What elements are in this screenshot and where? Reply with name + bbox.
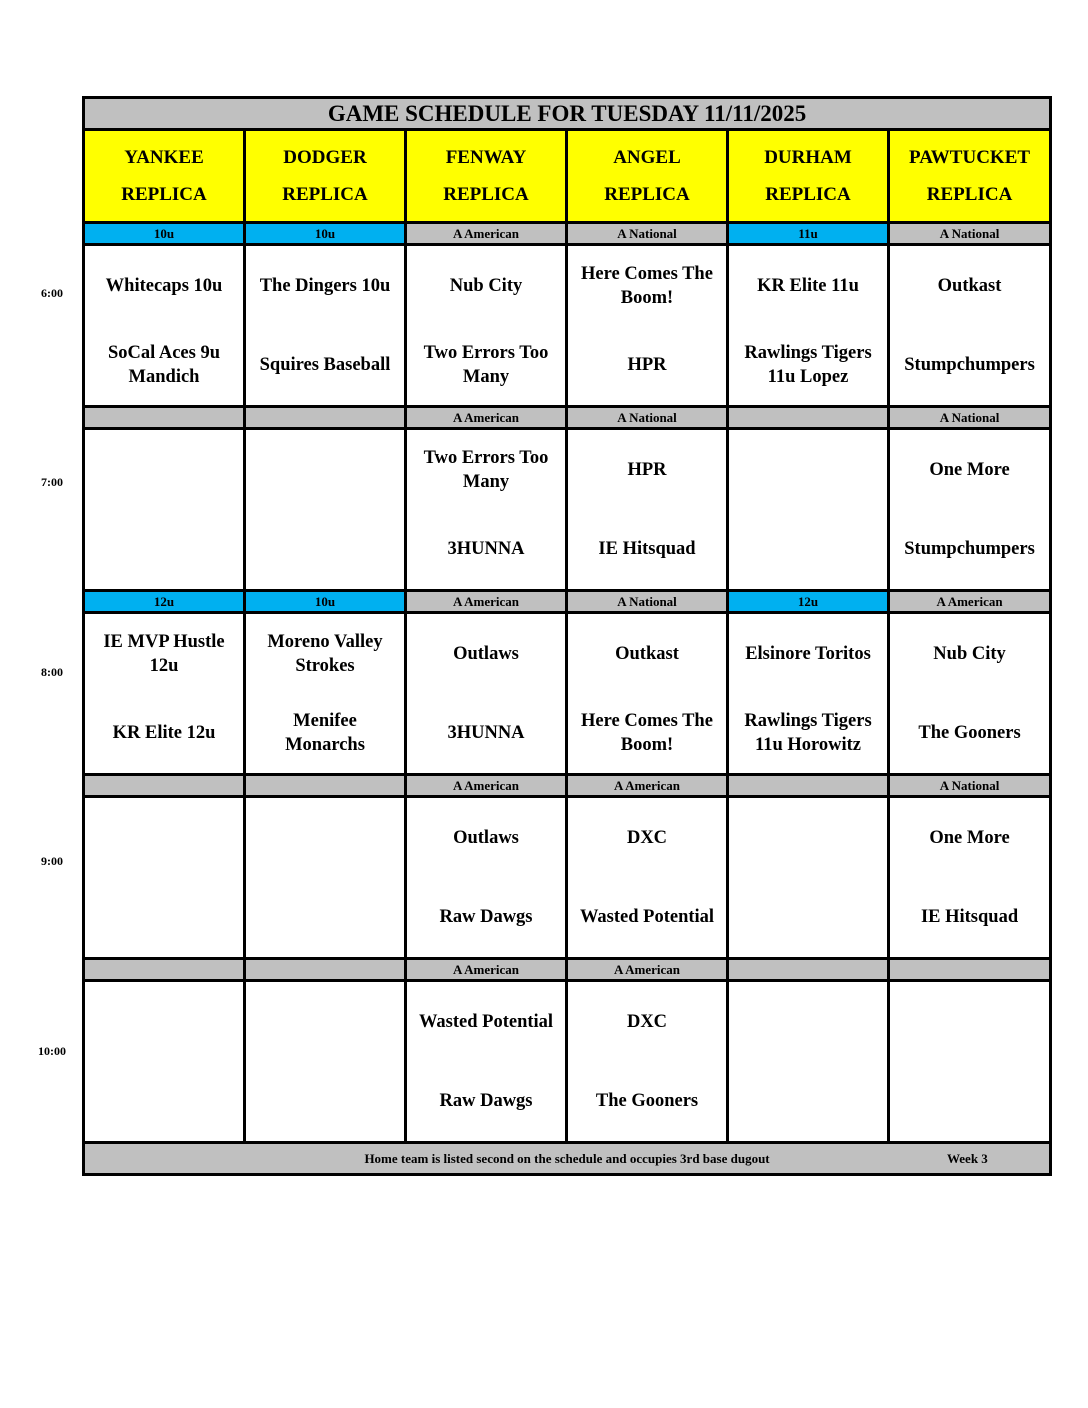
away-team [731, 430, 885, 510]
game-cell [889, 245, 1051, 407]
game-cell [728, 613, 889, 775]
away-team: KR Elite 11u [757, 275, 859, 296]
away-team [87, 798, 241, 878]
division-label [84, 959, 245, 981]
matchup [248, 982, 402, 1141]
matchup [409, 614, 563, 773]
division-label: A American [406, 959, 567, 981]
field-sub: REPLICA [282, 184, 368, 205]
game-cell [245, 797, 406, 959]
field-sub: REPLICA [604, 184, 690, 205]
home-team: Rawlings Tigers 11u Lopez [744, 343, 872, 388]
home-team: 3HUNNA [447, 539, 525, 560]
game-cell [889, 429, 1051, 591]
footer-row [84, 1143, 1051, 1175]
home-team [87, 1062, 241, 1142]
game-cell [406, 613, 567, 775]
home-team: Rawlings Tigers 11u Horowitz [744, 711, 872, 756]
game-cell [84, 245, 245, 407]
game-cell [84, 429, 245, 591]
division-label [728, 407, 889, 429]
away-team: Wasted Potential [418, 1011, 554, 1032]
division-row [84, 959, 1051, 981]
matchup [87, 798, 241, 957]
home-team: Wasted Potential [579, 907, 715, 928]
away-team: Outkast [615, 643, 679, 664]
home-team [731, 510, 885, 590]
footer-note: Home team is listed second on the schedule and occupies 3rd base dugout [364, 1150, 770, 1166]
game-cell [406, 797, 567, 959]
game-cell [84, 797, 245, 959]
division-row [84, 407, 1051, 429]
away-team [87, 982, 241, 1062]
game-cell [567, 245, 728, 407]
away-team: Elsinore Toritos [745, 643, 871, 664]
division-label: 10u [245, 591, 406, 613]
away-team [892, 982, 1047, 1062]
field-header-row [84, 130, 1051, 223]
home-team [248, 878, 402, 958]
matchup [570, 614, 724, 773]
game-row [84, 981, 1051, 1143]
home-team: Menifee Monarchs [285, 711, 365, 756]
matchup [731, 430, 885, 589]
game-cell [245, 429, 406, 591]
division-label: A National [567, 407, 728, 429]
home-team [87, 510, 241, 590]
away-team [731, 982, 885, 1062]
game-cell [889, 613, 1051, 775]
away-team: Nub City [933, 643, 1006, 664]
field-name: ANGEL [613, 147, 681, 168]
home-team [248, 510, 402, 590]
division-label: A National [889, 775, 1051, 797]
field-header [84, 130, 245, 223]
matchup [87, 982, 241, 1141]
field-name: FENWAY [445, 147, 527, 168]
away-team [248, 430, 402, 510]
home-team: Raw Dawgs [439, 1091, 533, 1112]
division-label [84, 407, 245, 429]
away-team [87, 430, 241, 510]
time-label: 9:00 [41, 854, 63, 868]
matchup [892, 798, 1047, 957]
matchup [731, 614, 885, 773]
field-header [728, 130, 889, 223]
game-cell [567, 429, 728, 591]
matchup [570, 246, 724, 405]
matchup [892, 246, 1047, 405]
time-label: 8:00 [41, 665, 63, 679]
game-cell [728, 797, 889, 959]
home-team: Squires Baseball [259, 355, 391, 376]
matchup [248, 246, 402, 405]
division-label: 12u [728, 591, 889, 613]
time-label: 7:00 [41, 475, 63, 489]
matchup [731, 982, 885, 1141]
division-label: 11u [728, 223, 889, 245]
field-header [245, 130, 406, 223]
away-team: IE MVP Hustle 12u [103, 631, 225, 676]
game-row [84, 797, 1051, 959]
game-cell [406, 245, 567, 407]
game-cell [245, 245, 406, 407]
matchup [731, 798, 885, 957]
division-label [889, 959, 1051, 981]
matchup [409, 246, 563, 405]
matchup [87, 430, 241, 589]
away-team: One More [929, 459, 1010, 480]
field-sub: REPLICA [443, 184, 529, 205]
home-team: Here Comes The Boom! [581, 711, 713, 756]
game-cell [567, 613, 728, 775]
away-team: Moreno Valley Strokes [267, 631, 383, 676]
home-team: 3HUNNA [447, 723, 525, 744]
away-team: Outlaws [453, 827, 519, 848]
away-team: The Dingers 10u [259, 275, 391, 296]
home-team [248, 1062, 402, 1142]
footer-cell [84, 1143, 1051, 1175]
game-cell [889, 797, 1051, 959]
home-team: Two Errors Too Many [423, 343, 549, 388]
matchup [409, 798, 563, 957]
field-name: DURHAM [764, 147, 852, 168]
home-team [892, 1062, 1047, 1142]
page-title: GAME SCHEDULE FOR TUESDAY 11/11/2025 [84, 98, 1051, 130]
division-row [84, 775, 1051, 797]
away-team: Here Comes The Boom! [581, 263, 713, 308]
matchup [731, 246, 885, 405]
game-cell [728, 245, 889, 407]
matchup [87, 246, 241, 405]
game-row [84, 613, 1051, 775]
away-team: DXC [626, 1011, 668, 1032]
field-header [889, 130, 1051, 223]
game-cell [567, 797, 728, 959]
division-label: A National [889, 407, 1051, 429]
matchup [248, 798, 402, 957]
away-team: Outkast [937, 275, 1002, 296]
game-cell [84, 613, 245, 775]
division-label: A American [567, 959, 728, 981]
away-team: Two Errors Too Many [423, 447, 549, 492]
time-label: 10:00 [38, 1044, 66, 1058]
division-label: A American [567, 775, 728, 797]
field-name: YANKEE [124, 147, 204, 168]
division-label [245, 775, 406, 797]
division-label: A American [406, 223, 567, 245]
home-team [87, 878, 241, 958]
home-team: HPR [627, 355, 667, 376]
matchup [409, 430, 563, 589]
division-label [84, 775, 245, 797]
home-team: IE Hitsquad [920, 907, 1019, 928]
away-team: Nub City [449, 275, 523, 296]
game-cell [84, 981, 245, 1143]
home-team: The Gooners [918, 723, 1021, 744]
division-label: 12u [84, 591, 245, 613]
matchup [892, 982, 1047, 1141]
matchup [87, 614, 241, 773]
field-name: PAWTUCKET [909, 147, 1031, 168]
division-label: A American [406, 407, 567, 429]
home-team [731, 1062, 885, 1142]
field-sub: REPLICA [765, 184, 851, 205]
division-label [728, 959, 889, 981]
home-team: IE Hitsquad [598, 539, 696, 560]
away-team: Outlaws [453, 643, 519, 664]
division-label [728, 775, 889, 797]
title-row [84, 98, 1051, 130]
matchup [892, 430, 1047, 589]
division-row [84, 223, 1051, 245]
home-team: SoCal Aces 9u Mandich [107, 343, 221, 388]
field-sub: REPLICA [926, 184, 1013, 205]
away-team [731, 798, 885, 878]
game-cell [728, 429, 889, 591]
game-cell [406, 981, 567, 1143]
matchup [892, 614, 1047, 773]
home-team: Stumpchumpers [904, 539, 1035, 560]
division-label: A National [889, 223, 1051, 245]
division-row [84, 591, 1051, 613]
matchup [570, 430, 724, 589]
division-label [245, 959, 406, 981]
matchup [248, 614, 402, 773]
game-cell [728, 981, 889, 1143]
division-label [245, 407, 406, 429]
division-label: A American [406, 775, 567, 797]
game-cell [567, 981, 728, 1143]
matchup [248, 430, 402, 589]
field-name: DODGER [283, 147, 367, 168]
matchup [570, 798, 724, 957]
home-team: KR Elite 12u [112, 723, 216, 744]
home-team: Raw Dawgs [439, 907, 533, 928]
away-team [248, 982, 402, 1062]
away-team [248, 798, 402, 878]
matchup [409, 982, 563, 1141]
game-row [84, 245, 1051, 407]
division-label: A American [889, 591, 1051, 613]
away-team: One More [929, 827, 1010, 848]
division-label: A National [567, 591, 728, 613]
home-team: The Gooners [595, 1091, 699, 1112]
time-label: 6:00 [41, 286, 63, 300]
home-team [731, 878, 885, 958]
away-team: HPR [627, 459, 667, 480]
away-team: Whitecaps 10u [105, 275, 223, 296]
division-label: A American [406, 591, 567, 613]
matchup [570, 982, 724, 1141]
game-cell [245, 981, 406, 1143]
home-team: Stumpchumpers [904, 355, 1035, 376]
field-header [567, 130, 728, 223]
division-label: A National [567, 223, 728, 245]
game-cell [406, 429, 567, 591]
division-label: 10u [84, 223, 245, 245]
division-label: 10u [245, 223, 406, 245]
game-row [84, 429, 1051, 591]
schedule-table [82, 96, 1052, 1176]
game-cell [889, 981, 1051, 1143]
game-cell [245, 613, 406, 775]
field-sub: REPLICA [121, 184, 207, 205]
away-team: DXC [626, 827, 668, 848]
field-header [406, 130, 567, 223]
week-label: Week 3 [947, 1150, 988, 1166]
